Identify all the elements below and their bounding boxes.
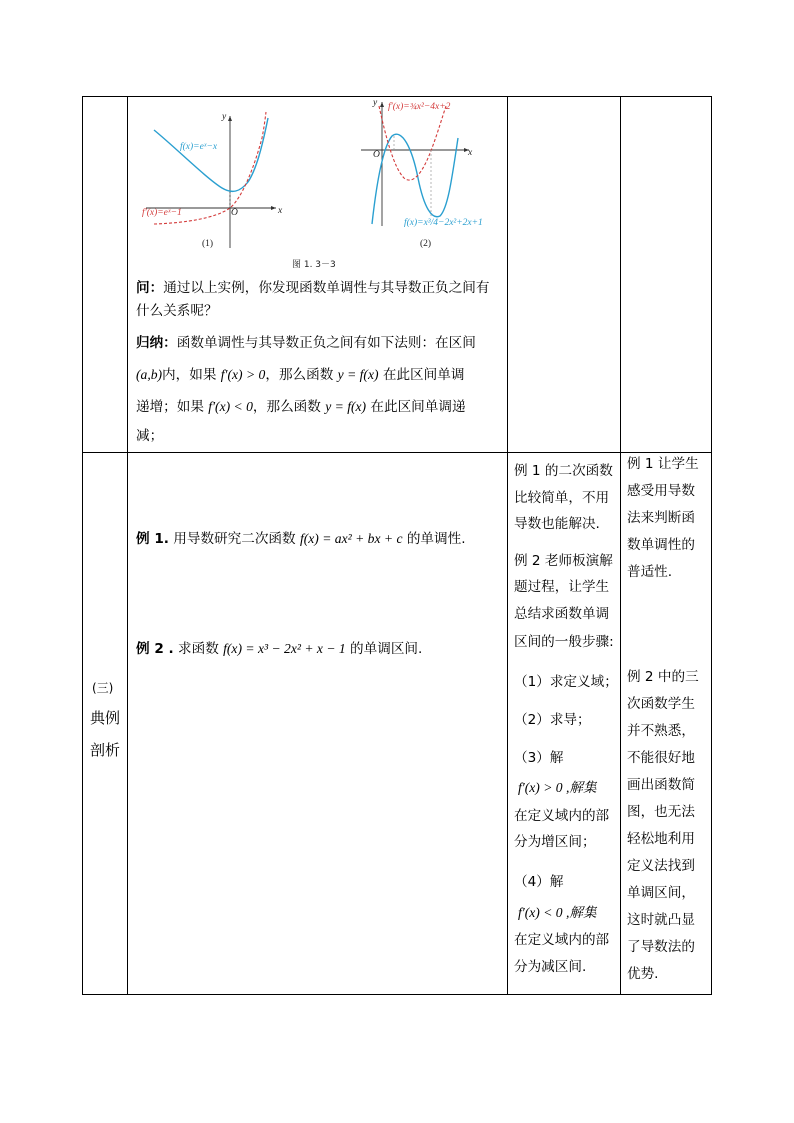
design-note-line: 感受用导数 — [627, 483, 695, 499]
right-graph — [361, 102, 469, 226]
design-note-line: 画出函数简 — [627, 777, 695, 793]
left-graph — [146, 112, 276, 248]
row-divider — [82, 452, 712, 453]
example-2-label: 例 2 . — [136, 641, 174, 657]
right-origin-label: O — [373, 150, 380, 160]
left-subcaption: (1) — [202, 239, 214, 249]
summary-condition-2: f′(x) < 0 — [208, 399, 253, 414]
summary-text-3b: ，那么函数 — [252, 399, 321, 415]
left-y-label: y — [222, 112, 227, 122]
teacher-note-line: 分为减区间. — [514, 959, 587, 975]
summary-function-2: y = f(x) — [325, 399, 367, 414]
column-divider-3 — [620, 96, 621, 995]
table-border-bottom — [82, 994, 712, 995]
column-divider-1 — [127, 96, 128, 995]
design-note-line: 并不熟悉， — [627, 723, 695, 739]
summary-text-3a: 递增；如果 — [136, 399, 204, 415]
example-2-formula: f(x) = x³ − 2x² + x − 1 — [223, 641, 346, 656]
table-border-right — [711, 96, 712, 995]
example-1-text-b: 的单调性. — [406, 531, 466, 547]
summary-condition-1: f′(x) > 0 — [220, 367, 266, 382]
teacher-note-line: （4）解 — [514, 874, 564, 890]
teacher-note-line: 总结求函数单调 — [514, 606, 610, 622]
question-line-1 — [136, 278, 489, 299]
teacher-note-line: 题过程，让学生 — [514, 579, 610, 595]
teacher-note-line: 在定义域内的部 — [514, 808, 610, 824]
teacher-note-line: 在定义域内的部 — [514, 932, 610, 948]
figure-caption: 图 1. 3－3 — [292, 260, 336, 270]
right-subcaption: (2) — [420, 239, 432, 249]
function-graphs — [136, 98, 496, 270]
design-note-line: 轻松地利用 — [627, 831, 695, 847]
right-derivative-label: f′(x)=¾x²−4x+2 — [388, 102, 451, 112]
section-number: (三) — [92, 681, 114, 695]
design-note-line: 次函数学生 — [627, 696, 695, 712]
summary-line-3 — [136, 396, 466, 418]
teacher-note-line: （1）求定义域； — [514, 674, 618, 690]
design-note-line: 法来判断函 — [627, 510, 695, 526]
column-divider-2 — [507, 96, 508, 995]
right-x-label: x — [468, 148, 473, 158]
left-derivative-label: f′(x)=eˣ−1 — [142, 208, 182, 218]
design-note-line: 这时就凸显 — [627, 912, 695, 928]
figure-1-3-3 — [136, 98, 496, 270]
teacher-note-line: f′(x) > 0 ,解集 — [518, 780, 597, 795]
summary-text-1: 函数单调性与其导数正负之间有如下法则：在区间 — [176, 335, 476, 351]
teacher-note-line: 导数也能解决. — [514, 516, 600, 532]
design-note-line: 不能很好地 — [627, 750, 695, 766]
teacher-note-line: f′(x) < 0 ,解集 — [518, 905, 597, 920]
question-text-1: 通过以上实例，你发现函数单调性与其导数正负之间有 — [163, 280, 490, 296]
left-x-label: x — [278, 206, 283, 216]
teacher-note-line: 比较简单，不用 — [514, 490, 610, 506]
design-note-line: 数单调性的 — [627, 537, 695, 553]
table-border-left — [82, 96, 83, 995]
left-x-arrow — [271, 206, 276, 210]
example-2 — [136, 638, 422, 660]
summary-text-2a: 内，如果 — [162, 367, 217, 383]
example-2-text-a: 求函数 — [178, 641, 219, 657]
example-2-text-b: 的单调区间. — [350, 641, 423, 657]
summary-text-3c: 在此区间单调递 — [370, 399, 466, 415]
section-title-line-2: 剖析 — [90, 741, 121, 759]
section-title-line-1: 典例 — [90, 709, 121, 727]
left-function-curve — [154, 118, 268, 191]
summary-interval: (a,b) — [136, 367, 163, 382]
teacher-note-line: 例 1 的二次函数 — [514, 463, 613, 479]
left-origin-label: O — [231, 208, 238, 218]
design-note-line: 优势. — [627, 966, 659, 982]
right-function-label: f(x)=x³/4−2x²+2x+1 — [404, 218, 483, 228]
right-derivative-curve — [379, 106, 446, 180]
design-note-line: 图，也无法 — [627, 804, 695, 820]
summary-label: 归纳： — [136, 335, 177, 351]
design-note-line: 单调区间， — [627, 885, 695, 901]
left-function-label: f(x)=eˣ−x — [180, 142, 218, 152]
question-line-2: 什么关系呢？ — [136, 303, 218, 319]
design-note-line: 例 1 让学生 — [627, 456, 699, 472]
right-function-curve — [372, 134, 458, 224]
teacher-note-line: 区间的一般步骤: — [514, 634, 614, 650]
design-note-line: 例 2 中的三 — [627, 669, 699, 685]
example-1-text-a: 用导数研究二次函数 — [173, 531, 296, 547]
teacher-note-line: （2）求导； — [514, 712, 591, 728]
example-1-label: 例 1. — [136, 531, 169, 547]
example-1-formula: f(x) = ax² + bx + c — [299, 531, 403, 546]
example-1 — [136, 528, 466, 550]
design-note-line: 了导数法的 — [627, 939, 695, 955]
summary-line-4: 减； — [136, 428, 164, 444]
summary-function-1: y = f(x) — [337, 367, 379, 382]
design-note-line: 普适性. — [627, 564, 673, 580]
question-label: 问： — [136, 280, 164, 296]
summary-text-2b: ，那么函数 — [265, 367, 334, 383]
right-y-arrow — [380, 102, 384, 107]
left-y-arrow — [228, 116, 232, 121]
summary-text-2c: 在此区间单调 — [382, 367, 465, 383]
teacher-note-line: 例 2 老师板演解 — [514, 553, 613, 569]
teacher-note-line: 分为增区间； — [514, 834, 596, 850]
summary-line-1 — [136, 333, 476, 354]
teacher-note-line: （3）解 — [514, 750, 564, 766]
table-border-top — [82, 96, 712, 97]
summary-line-2 — [136, 364, 464, 386]
design-note-line: 定义法找到 — [627, 858, 695, 874]
right-y-label: y — [373, 98, 378, 108]
